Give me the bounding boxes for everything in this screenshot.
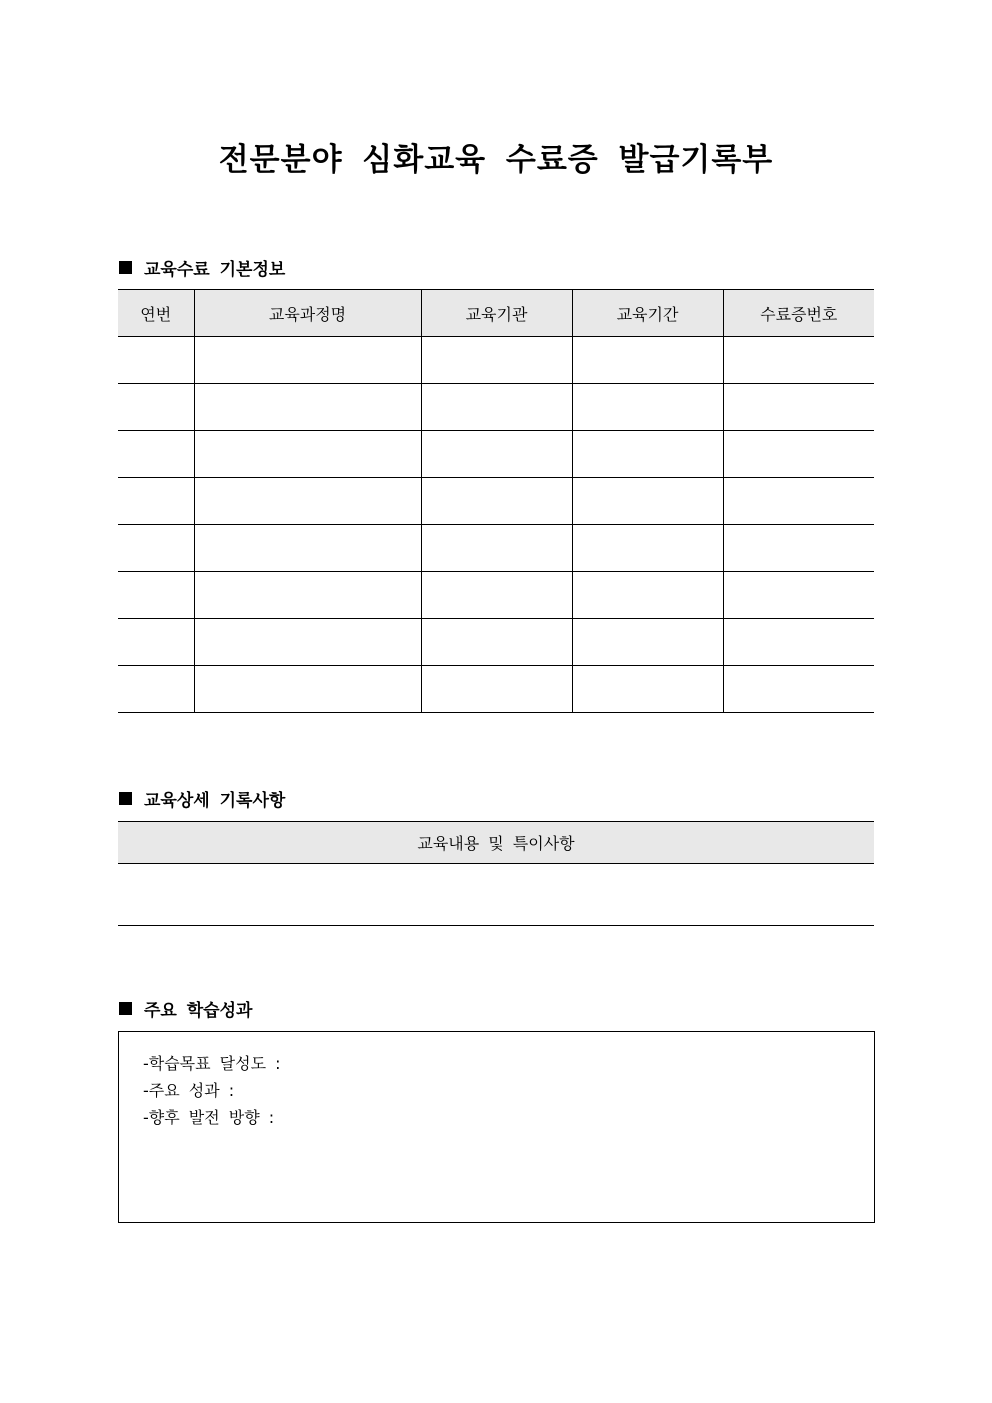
table-cell[interactable]	[194, 572, 421, 619]
table-cell[interactable]	[572, 525, 723, 572]
table-cell[interactable]	[421, 337, 572, 384]
section-heading-detail-records	[119, 786, 285, 811]
table-row	[118, 619, 874, 666]
table-cell[interactable]	[421, 384, 572, 431]
column-header-period: 교육기간	[572, 290, 723, 337]
table-cell[interactable]	[723, 478, 874, 525]
column-header-institution: 교육기관	[421, 290, 572, 337]
column-header-content-notes: 교육내용 및 특이사항	[118, 822, 874, 864]
table-cell[interactable]	[572, 572, 723, 619]
table-cell[interactable]	[723, 619, 874, 666]
column-header-serial: 연번	[118, 290, 194, 337]
table-cell[interactable]	[421, 619, 572, 666]
outcome-future-direction: -향후 발전 방향 :	[143, 1108, 275, 1127]
table-cell[interactable]	[194, 619, 421, 666]
education-detail-table	[118, 821, 874, 926]
bullet-square-icon	[119, 1002, 132, 1015]
table-cell[interactable]	[118, 431, 194, 478]
table-cell[interactable]	[118, 572, 194, 619]
table-cell[interactable]	[723, 572, 874, 619]
table-row	[118, 572, 874, 619]
table-cell[interactable]	[572, 384, 723, 431]
table-cell[interactable]	[118, 525, 194, 572]
table-cell[interactable]	[421, 572, 572, 619]
table-cell[interactable]	[194, 384, 421, 431]
table-row	[118, 384, 874, 431]
outcome-main-results: -주요 성과 :	[143, 1081, 235, 1100]
section-heading-basic-info	[119, 255, 285, 280]
table-header-row	[118, 822, 874, 864]
table-header-row	[118, 290, 874, 337]
table-cell[interactable]	[572, 666, 723, 713]
table-cell[interactable]	[421, 525, 572, 572]
document-title: 전문분야 심화교육 수료증 발급기록부	[218, 142, 774, 178]
table-cell[interactable]	[194, 525, 421, 572]
table-cell[interactable]	[723, 337, 874, 384]
table-row	[118, 525, 874, 572]
table-row	[118, 337, 874, 384]
table-cell[interactable]	[118, 337, 194, 384]
table-cell[interactable]	[118, 478, 194, 525]
content-notes-cell[interactable]	[118, 864, 874, 926]
table-cell[interactable]	[194, 337, 421, 384]
table-cell[interactable]	[723, 431, 874, 478]
section-heading-label: 교육상세 기록사항	[144, 791, 286, 811]
table-cell[interactable]	[194, 431, 421, 478]
table-cell[interactable]	[194, 666, 421, 713]
table-row	[118, 478, 874, 525]
table-row	[118, 666, 874, 713]
outcome-list	[119, 1032, 874, 1131]
outcome-goal-achievement: -학습목표 달성도 :	[143, 1054, 281, 1073]
table-cell[interactable]	[118, 666, 194, 713]
column-header-course-name: 교육과정명	[194, 290, 421, 337]
column-header-certificate-number: 수료증번호	[723, 290, 874, 337]
table-cell[interactable]	[723, 384, 874, 431]
table-cell[interactable]	[194, 478, 421, 525]
table-cell[interactable]	[572, 478, 723, 525]
bullet-square-icon	[119, 792, 132, 805]
bullet-square-icon	[119, 261, 132, 274]
table-cell[interactable]	[421, 431, 572, 478]
completion-info-table	[118, 289, 874, 713]
table-cell[interactable]	[572, 337, 723, 384]
learning-outcomes-box[interactable]	[118, 1031, 875, 1223]
section-heading-label: 교육수료 기본정보	[144, 260, 286, 280]
section-heading-learning-outcomes	[119, 996, 252, 1021]
table-cell[interactable]	[723, 525, 874, 572]
table-cell[interactable]	[421, 666, 572, 713]
table-cell[interactable]	[421, 478, 572, 525]
table-cell[interactable]	[118, 619, 194, 666]
table-cell[interactable]	[118, 384, 194, 431]
section-heading-label: 주요 학습성과	[144, 1001, 253, 1021]
table-cell[interactable]	[723, 666, 874, 713]
table-row	[118, 864, 874, 926]
table-cell[interactable]	[572, 431, 723, 478]
table-cell[interactable]	[572, 619, 723, 666]
table-row	[118, 431, 874, 478]
